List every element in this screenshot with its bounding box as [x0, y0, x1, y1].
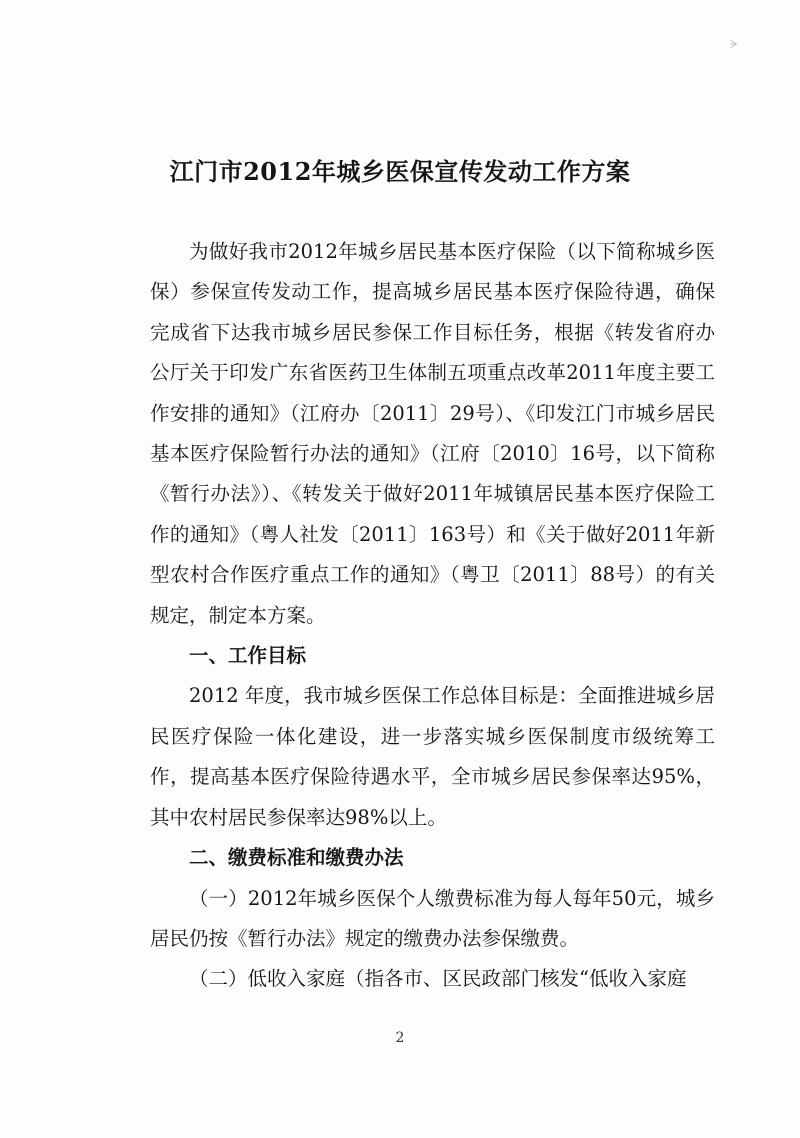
- corner-mark: ᗒ: [730, 38, 738, 51]
- section-heading-payment: 二、缴费标准和缴费办法: [189, 846, 404, 870]
- payment-item-2: （二）低收入家庭（指各市、区民政部门核发“低收入家庭: [189, 967, 687, 991]
- page-number: 2: [395, 1030, 405, 1046]
- section-heading-goals: 一、工作目标: [189, 644, 307, 668]
- intro-paragraph: 为做好我市2012年城乡居民基本医疗保险（以下简称城乡医保）参保宣传发动工作，提高城乡居民基本医疗保险待遇，确保完成省下达我市城乡居民参保工作目标任务，根据《转发省府办公厅关于印发广东省医药卫生体制五项重点改革2011年度主要工作安排的通知》（江府办〔2011〕29号）、《印发江门市城乡居民基本医疗保险暂行办法的通知》（江府〔2010〕16号，以下简称《暂行办法》）、《转发关于做好2011年城镇居民基本医疗保险工作的通知》（粤人社发〔2011〕163号）和《关于做好2011年新型农村合作医疗重点工作的通知》（粤卫〔2011〕88号）的有关规定，制定本方案。: [150, 240, 715, 627]
- document-body: [150, 232, 715, 1000]
- payment-item-1: （一）2012年城乡医保个人缴费标准为每人每年50元，城乡居民仍按《暂行办法》规定的缴费办法参保缴费。: [150, 886, 715, 950]
- goals-paragraph: 2012 年度，我市城乡医保工作总体目标是：全面推进城乡居民医疗保险一体化建设，进一步落实城乡医保制度市级统筹工作，提高基本医疗保险待遇水平，全市城乡居民参保率达95%，其中农村居民参保率达98%以上。: [150, 684, 715, 829]
- document-title: 江门市2012年城乡医保宣传发动工作方案: [169, 157, 631, 186]
